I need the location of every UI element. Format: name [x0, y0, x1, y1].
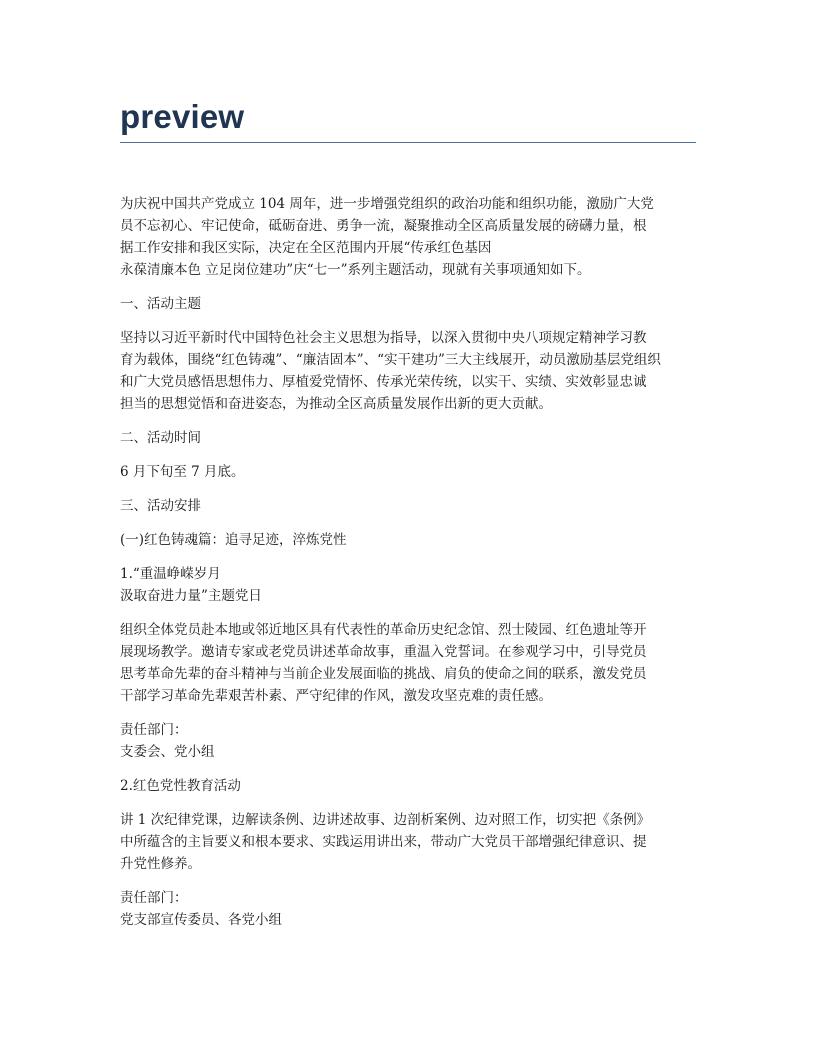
item-dept-1	[120, 719, 696, 763]
document-body	[120, 193, 696, 931]
item-body-2	[120, 809, 696, 875]
text-line: 2.红色党性教育活动	[120, 778, 241, 794]
text-line: 据工作安排和我区实际，决定在全区范围内开展“传承红色基因	[120, 240, 492, 256]
item-heading-2	[120, 775, 696, 797]
text-line: 一、活动主题	[120, 296, 201, 312]
text-line: 党支部宣传委员、各党小组	[120, 912, 282, 928]
section-heading-time	[120, 427, 696, 449]
text-line: 中所蕴含的主旨要义和根本要求、实践运用讲出来，带动广大党员干部增强纪律意识、提	[120, 834, 647, 850]
text-line: 二、活动时间	[120, 430, 201, 446]
text-line: 组织全体党员赴本地或邻近地区具有代表性的革命历史纪念馆、烈士陵园、红色遗址等开	[120, 622, 647, 638]
section-heading-theme	[120, 293, 696, 315]
item-body-1	[120, 619, 696, 707]
text-line: 汲取奋进力量”主题党日	[120, 588, 262, 604]
theme-paragraph	[120, 327, 696, 415]
text-line: 员不忘初心、牢记使命，砥砺奋进、勇争一流，凝聚推动全区高质量发展的磅礴力量，根	[120, 218, 647, 234]
item-dept-2	[120, 887, 696, 931]
text-line: 升党性修养。	[120, 856, 201, 872]
section-heading-arrangement	[120, 495, 696, 517]
text-line: 讲 1 次纪律党课，边解读条例、边讲述故事、边剖析案例、边对照工作，切实把《条例》	[120, 812, 651, 828]
time-paragraph	[120, 461, 696, 483]
text-line: 担当的思想觉悟和奋进姿态，为推动全区高质量发展作出新的更大贡献。	[120, 396, 552, 412]
text-line: (一)红色铸魂篇：追寻足迹，淬炼党性	[120, 532, 347, 548]
text-line: 责任部门：	[120, 890, 188, 906]
text-line: 为庆祝中国共产党成立 104 周年，进一步增强党组织的政治功能和组织功能，激励广大党	[120, 196, 654, 212]
text-line: 坚持以习近平新时代中国特色社会主义思想为指导，以深入贯彻中央八项规定精神学习教	[120, 330, 647, 346]
subsection-heading	[120, 529, 696, 551]
document-page	[120, 96, 696, 943]
text-line: 责任部门：	[120, 722, 188, 738]
text-line: 支委会、党小组	[120, 744, 215, 760]
text-line: 三、活动安排	[120, 498, 201, 514]
text-line: 和广大党员感悟思想伟力、厚植爱党情怀、传承光荣传统，以实干、实绩、实效彰显忠诚	[120, 374, 647, 390]
text-line: 育为载体，围绕“红色铸魂”、“廉洁固本”、“实干建功”三大主线展开，动员激励基层党组织	[120, 352, 661, 368]
intro-paragraph	[120, 193, 696, 281]
text-line: 思考革命先辈的奋斗精神与当前企业发展面临的挑战、肩负的使命之间的联系，激发党员	[120, 666, 647, 682]
text-line: 展现场教学。邀请专家或老党员讲述革命故事，重温入党誓词。在参观学习中，引导党员	[120, 644, 647, 660]
text-line: 永葆清廉本色 立足岗位建功”庆“七一”系列主题活动，现就有关事项通知如下。	[120, 262, 591, 278]
item-heading-1	[120, 563, 696, 607]
text-line: 6 月下旬至 7 月底。	[120, 464, 245, 480]
text-line: 干部学习革命先辈艰苦朴素、严守纪律的作风，激发攻坚克难的责任感。	[120, 688, 552, 704]
document-title: preview	[120, 96, 696, 143]
text-line: 1.“重温峥嵘岁月	[120, 566, 221, 582]
